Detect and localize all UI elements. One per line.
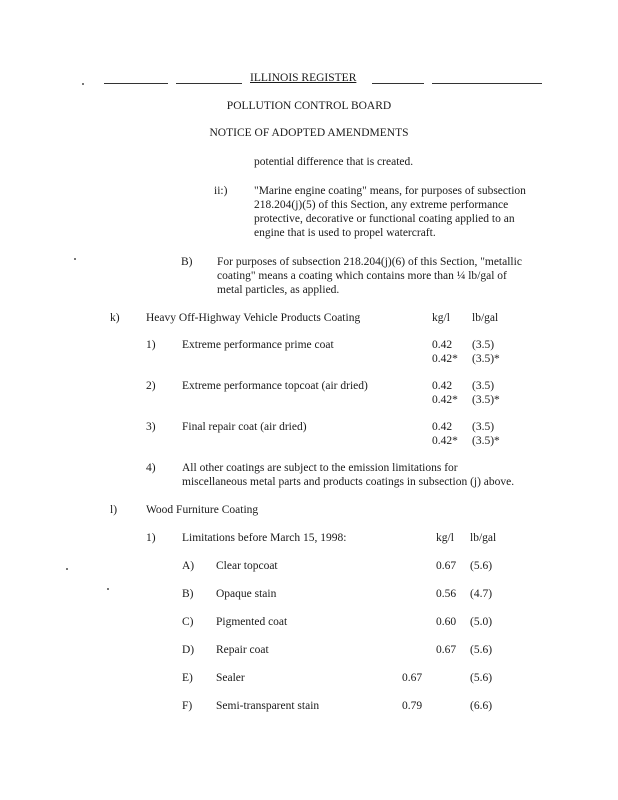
l-item-label: Pigmented coat: [216, 616, 288, 628]
l-item-kg: 0.60: [436, 616, 457, 628]
section-k-number: k): [110, 312, 120, 324]
l-item-label: Repair coat: [216, 644, 269, 656]
k-item4-line: miscellaneous metal parts and products coatings in subsection (j) above.: [182, 476, 515, 488]
k-item-kg: 0.42: [432, 380, 453, 392]
register-title: ILLINOIS REGISTER: [250, 72, 357, 84]
k-item-label: Extreme performance topcoat (air dried): [182, 380, 368, 392]
l-item-lb: (4.7): [470, 588, 493, 600]
notice-title: NOTICE OF ADOPTED AMENDMENTS: [209, 127, 409, 139]
header-rule-right-2: [432, 83, 542, 84]
k-item-lb: (3.5): [472, 380, 495, 392]
k-item4-line: All other coatings are subject to the emission limitations for: [182, 462, 458, 474]
continuation-line: potential difference that is created.: [254, 156, 414, 168]
l-item-lb: (5.0): [470, 616, 493, 628]
k-item-kg-alt: 0.42*: [432, 435, 458, 447]
l-item-lb: (5.6): [470, 560, 493, 572]
board-title: POLLUTION CONTROL BOARD: [226, 100, 392, 112]
k-item-lb: (3.5): [472, 421, 495, 433]
ii-text-line: 218.204(j)(5) of this Section, any extreme performance: [254, 199, 509, 211]
k-item-kg-alt: 0.42*: [432, 353, 458, 365]
B-text-line: For purposes of subsection 218.204(j)(6) of this Section, "metallic: [217, 256, 522, 268]
k-item-kg-alt: 0.42*: [432, 394, 458, 406]
header-rule-left-1: [104, 83, 168, 84]
l-item-kg: 0.67: [436, 644, 457, 656]
section-k-title: Heavy Off-Highway Vehicle Products Coating: [146, 312, 361, 324]
l-sub-number: 1): [146, 532, 156, 544]
l-item-kg: 0.67: [436, 560, 457, 572]
ii-text-line: engine that is used to propel watercraft.: [254, 227, 436, 239]
l-item-label: Sealer: [216, 672, 245, 684]
l-item-letter: F): [182, 700, 193, 712]
section-k-unit-kg: kg/l: [432, 312, 450, 324]
l-item-kg: 0.79: [402, 700, 423, 712]
ii-number: ii:): [214, 185, 228, 197]
scan-speck: [107, 588, 109, 590]
header-rule-left-2: [176, 83, 242, 84]
k-item-number: 4): [146, 462, 156, 474]
l-item-letter: A): [182, 560, 195, 572]
k-item-label: Extreme performance prime coat: [182, 339, 334, 351]
l-item-kg: 0.67: [402, 672, 423, 684]
section-l-unit-lb: lb/gal: [470, 532, 497, 544]
B-text-line: metal particles, as applied.: [217, 284, 340, 296]
scan-speck: [82, 83, 84, 85]
header-rule-right-1: [372, 83, 424, 84]
k-item-number: 2): [146, 380, 156, 392]
l-item-label: Opaque stain: [216, 588, 277, 600]
l-item-lb: (6.6): [470, 700, 493, 712]
B-text-line: coating" means a coating which contains more than ¼ lb/gal of: [217, 270, 507, 282]
k-item-kg: 0.42: [432, 339, 453, 351]
l-item-lb: (5.6): [470, 672, 493, 684]
l-sub-title: Limitations before March 15, 1998:: [182, 532, 347, 544]
k-item-lb: (3.5): [472, 339, 495, 351]
section-l-title: Wood Furniture Coating: [146, 504, 259, 516]
l-item-label: Clear topcoat: [216, 560, 278, 572]
l-item-label: Semi-transparent stain: [216, 700, 320, 712]
l-item-kg: 0.56: [436, 588, 457, 600]
B-number: B): [181, 256, 193, 268]
section-l-unit-kg: kg/l: [436, 532, 454, 544]
k-item-number: 3): [146, 421, 156, 433]
ii-text-line: "Marine engine coating" means, for purposes of subsection: [254, 185, 526, 197]
k-item-number: 1): [146, 339, 156, 351]
k-item-label: Final repair coat (air dried): [182, 421, 307, 433]
k-item-lb-alt: (3.5)*: [472, 435, 500, 447]
section-l-number: l): [110, 504, 118, 516]
section-k-unit-lb: lb/gal: [472, 312, 499, 324]
scan-speck: [66, 568, 68, 570]
k-item-lb-alt: (3.5)*: [472, 394, 500, 406]
l-item-letter: E): [182, 672, 193, 684]
l-item-letter: D): [182, 644, 195, 656]
l-item-letter: B): [182, 588, 194, 600]
k-item-lb-alt: (3.5)*: [472, 353, 500, 365]
l-item-letter: C): [182, 616, 194, 628]
k-item-kg: 0.42: [432, 421, 453, 433]
scan-speck: [74, 258, 76, 260]
l-item-lb: (5.6): [470, 644, 493, 656]
ii-text-line: protective, decorative or functional coating applied to an: [254, 213, 515, 225]
